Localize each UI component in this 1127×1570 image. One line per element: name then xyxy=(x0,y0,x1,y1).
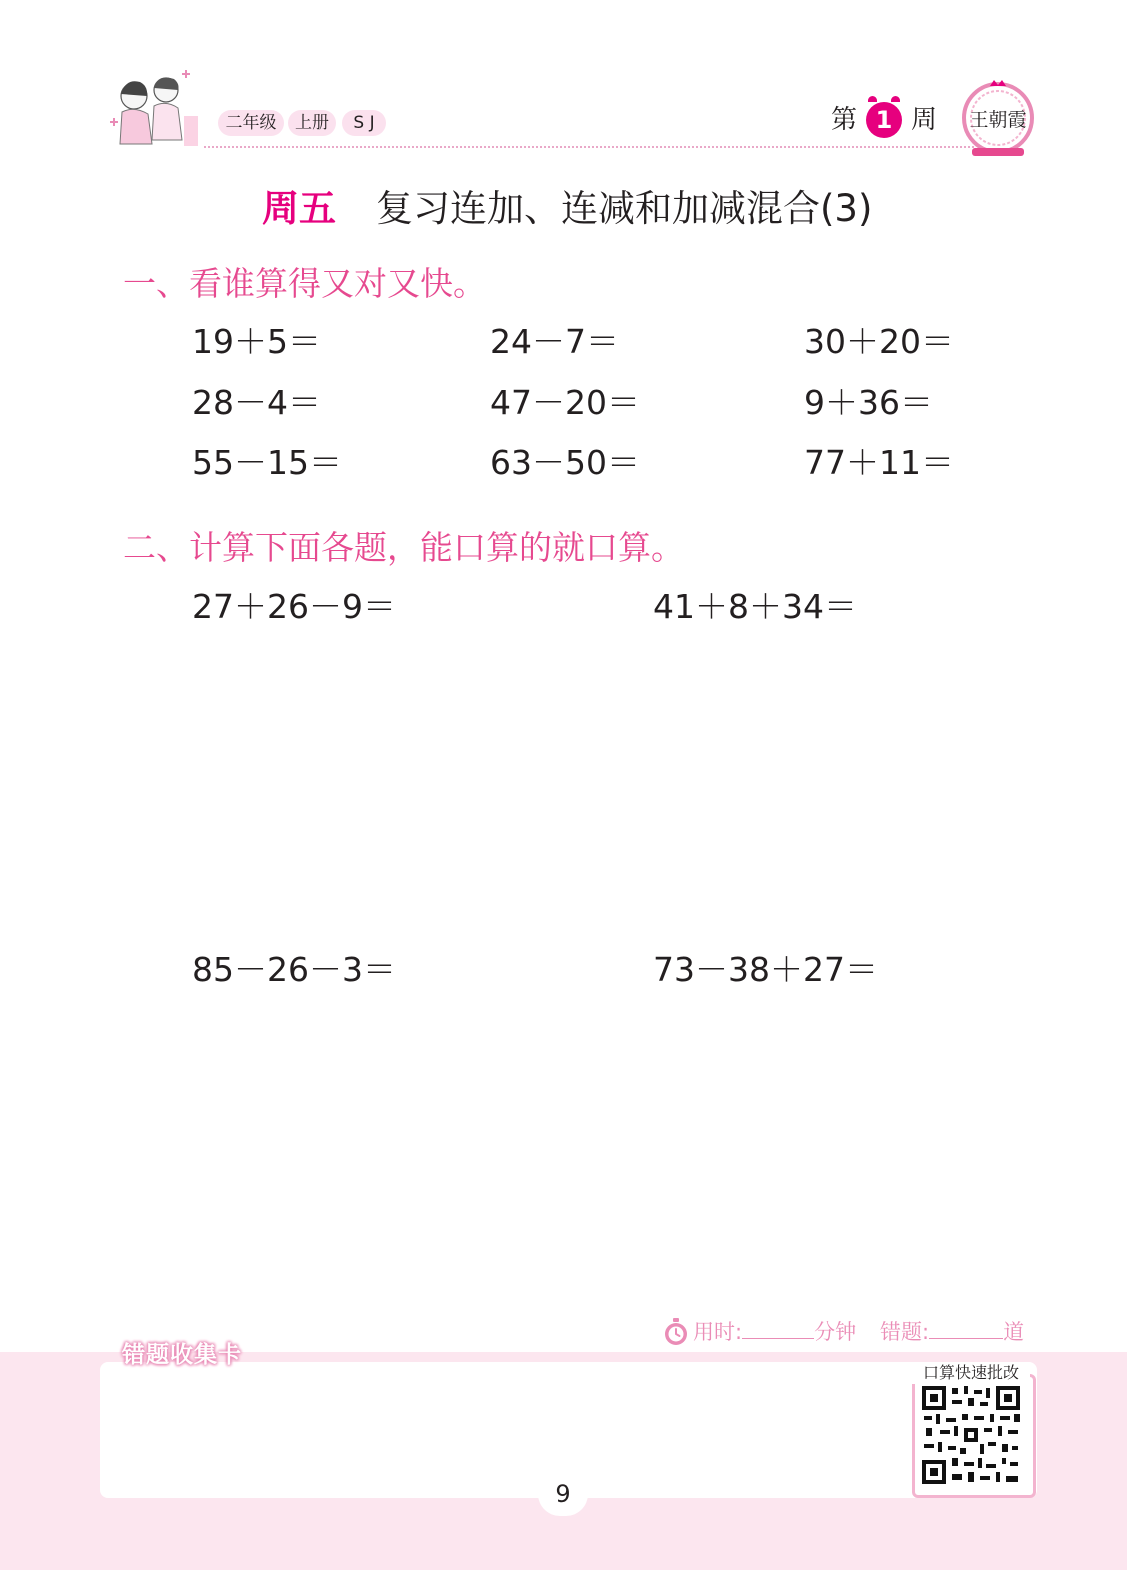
qr-caption: 口算快速批改 xyxy=(912,1362,1030,1384)
problem-item: 47－20＝ xyxy=(490,383,640,422)
stopwatch-icon xyxy=(663,1318,689,1346)
time-spent-field xyxy=(693,1318,856,1346)
errors-unit: 道 xyxy=(1003,1320,1025,1344)
time-blank xyxy=(742,1318,814,1339)
problem-item: 30＋20＝ xyxy=(804,322,954,361)
alarm-bell-icon xyxy=(868,96,877,102)
problem-item: 9＋36＝ xyxy=(804,383,933,422)
week-number-badge: 1 xyxy=(866,102,902,138)
errors-label: 错题: xyxy=(880,1320,930,1344)
section2-heading: 二、计算下面各题，能口算的就口算。 xyxy=(123,528,684,567)
problem-item: 27＋26－9＝ xyxy=(192,587,396,626)
problem-item: 73－38＋27＝ xyxy=(653,950,878,989)
error-collection-card-label: 错题收集卡 xyxy=(122,1342,242,1368)
header-divider xyxy=(204,146,974,148)
edition-badge: S J xyxy=(342,110,386,136)
errors-blank xyxy=(929,1318,1003,1339)
problem-item: 55－15＝ xyxy=(192,443,342,482)
section1-heading: 一、看谁算得又对又快。 xyxy=(123,264,486,303)
time-unit: 分钟 xyxy=(814,1320,857,1344)
problem-item: 28－4＝ xyxy=(192,383,321,422)
volume-badge: 上册 xyxy=(288,110,336,136)
error-count-field xyxy=(880,1318,1024,1346)
week-prefix: 第 xyxy=(831,105,858,135)
children-illustration xyxy=(104,66,204,156)
problem-item: 63－50＝ xyxy=(490,443,640,482)
problem-item: 24－7＝ xyxy=(490,322,619,361)
svg-text:王朝霞: 王朝霞 xyxy=(969,109,1027,131)
brand-seal-logo xyxy=(958,76,1038,160)
week-suffix: 周 xyxy=(911,105,938,135)
problem-item: 19＋5＝ xyxy=(192,322,321,361)
qr-code[interactable] xyxy=(922,1386,1020,1484)
alarm-bell-icon xyxy=(891,96,900,102)
problem-item: 41＋8＋34＝ xyxy=(653,587,857,626)
grade-badge: 二年级 xyxy=(218,110,284,136)
page-title: 复习连加、连减和加减混合(3) xyxy=(376,187,873,230)
page-title-day: 周五 xyxy=(262,187,336,230)
time-label: 用时: xyxy=(693,1320,743,1344)
problem-item: 85－26－3＝ xyxy=(192,950,396,989)
problem-item: 77＋11＝ xyxy=(804,443,954,482)
page-number: 9 xyxy=(555,1480,571,1508)
